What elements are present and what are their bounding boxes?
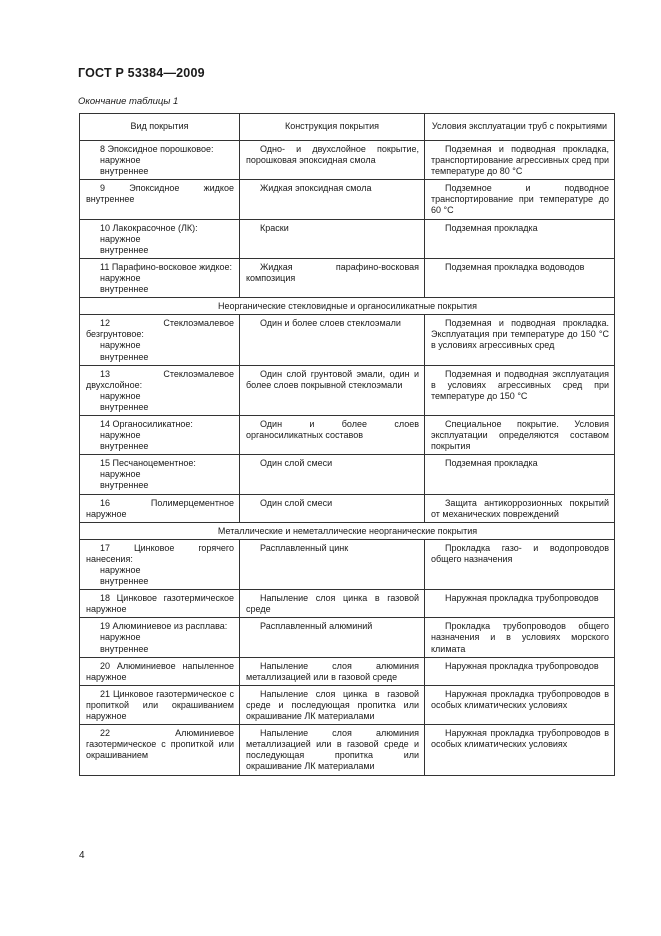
cell-coating-kind [80, 455, 240, 494]
coating-kind-subitem: наружное [100, 632, 141, 643]
coating-kind-label: 13 Стеклоэмалевое двухслойное: [86, 368, 234, 390]
cell-construction: Расплавленный алюминий [240, 618, 425, 657]
cell-conditions: Подземная и подводная прокладка, транспортирование агрессивных сред при температуре до 80 °С [425, 141, 615, 180]
table-row [80, 618, 615, 657]
cell-coating-kind [80, 618, 240, 657]
cell-conditions: Подземное и подводное транспортирование при температуре до 60 °С [425, 180, 615, 219]
table-row [80, 180, 615, 219]
cell-coating-kind [80, 365, 240, 415]
coating-kind-subitem: внутреннее [100, 166, 149, 177]
table-row [80, 494, 615, 522]
cell-conditions: Подземная прокладка водоводов [425, 258, 615, 297]
coating-kind-label: 9 Эпоксидное жидкое внутреннее [86, 183, 234, 205]
table-body [80, 141, 615, 776]
cell-conditions: Подземная прокладка [425, 219, 615, 258]
section-heading: Металлические и неметаллические неорганические покрытия [80, 522, 615, 539]
cell-conditions: Наружная прокладка трубопроводов [425, 657, 615, 685]
column-header-kind: Вид покрытия [80, 114, 240, 141]
coating-kind-subitem: внутреннее [100, 351, 149, 362]
cell-construction: Один слой грунтовой эмали, один и более слоев покрывной стеклоэмали [240, 365, 425, 415]
cell-coating-kind [80, 494, 240, 522]
cell-conditions: Подземная и подводная эксплуатация в условиях агрессивных сред при температуре до 150 °С [425, 365, 615, 415]
cell-conditions: Наружная прокладка трубопроводов [425, 590, 615, 618]
table-row [80, 219, 615, 258]
table-row [80, 365, 615, 415]
cell-coating-kind [80, 258, 240, 297]
coating-kind-subitem: наружное [100, 155, 141, 166]
table-row [80, 415, 615, 454]
cell-construction: Расплавленный цинк [240, 539, 425, 589]
cell-coating-kind [80, 180, 240, 219]
coating-kind-subitem: внутреннее [100, 441, 149, 452]
coating-kind-subitem: наружное [100, 272, 141, 283]
table-row [80, 141, 615, 180]
coating-kind-label: 10 Лакокрасочное (ЛК): [100, 222, 198, 233]
table-row [80, 725, 615, 775]
cell-conditions: Прокладка трубопроводов общего назначения и в условиях морского климата [425, 618, 615, 657]
cell-coating-kind [80, 315, 240, 365]
coating-kind-label: 18 Цинковое газотермическое наружное [86, 593, 234, 615]
cell-coating-kind [80, 657, 240, 685]
section-heading: Неорганические стекловидные и органосиликатные покрытия [80, 298, 615, 315]
coating-kind-subitem: внутреннее [100, 401, 149, 412]
cell-coating-kind [80, 141, 240, 180]
page-number: 4 [79, 850, 85, 861]
table-header-row [80, 114, 615, 141]
coating-kind-subitem: внутреннее [100, 284, 149, 295]
cell-construction: Жидкая парафино-восковая композиция [240, 258, 425, 297]
table-row [80, 258, 615, 297]
cell-conditions: Подземная и подводная прокладка. Эксплуатация при температуре до 150 °С в условиях агрессивных сред [425, 315, 615, 365]
cell-construction: Краски [240, 219, 425, 258]
coating-kind-subitem: внутреннее [100, 480, 149, 491]
coating-kind-subitem: наружное [100, 430, 141, 441]
table-row [80, 539, 615, 589]
coating-kind-subitem: наружное [100, 340, 141, 351]
cell-conditions: Защита антикоррозионных покрытий от механических повреждений [425, 494, 615, 522]
cell-construction: Напыление слоя алюминия металлизацией или в газовой среде [240, 657, 425, 685]
coating-kind-subitem: наружное [100, 390, 141, 401]
coating-kind-subitem: внутреннее [100, 643, 149, 654]
coating-kind-subitem: внутреннее [100, 576, 149, 587]
table-row [80, 455, 615, 494]
cell-conditions: Специальное покрытие. Условия эксплуатации определяются составом покрытия [425, 415, 615, 454]
document-code: ГОСТ Р 53384—2009 [78, 66, 205, 80]
table-row [80, 685, 615, 724]
coating-kind-label: 22 Алюминиевое газотермическое с пропиткой или окрашиванием [86, 728, 234, 761]
coating-kind-label: 12 Стеклоэмалевое безгрунтовое: [86, 318, 234, 340]
cell-coating-kind [80, 685, 240, 724]
table-row [80, 657, 615, 685]
cell-construction: Напыление слоя алюминия металлизацией или в газовой среде и последующая пропитка или окрашивание ЛК материалами [240, 725, 425, 775]
cell-construction: Напыление слоя цинка в газовой среде и последующая пропитка или окрашивание ЛК материалами [240, 685, 425, 724]
coatings-table [79, 113, 615, 776]
table-row [80, 315, 615, 365]
table-row [80, 590, 615, 618]
coating-kind-label: 20 Алюминиевое напыленное наружное [86, 660, 234, 682]
section-row [80, 522, 615, 539]
cell-coating-kind [80, 539, 240, 589]
coating-kind-label: 14 Органосиликатное: [100, 418, 193, 429]
coating-kind-label: 8 Эпоксидное порошковое: [100, 144, 214, 154]
coating-kind-label: 19 Алюминиевое из расплава: [100, 621, 228, 632]
coating-kind-subitem: наружное [100, 565, 141, 575]
coating-kind-subitem: наружное [100, 469, 141, 480]
cell-construction: Напыление слоя цинка в газовой среде [240, 590, 425, 618]
cell-conditions: Прокладка газо- и водопроводов общего назначения [425, 539, 615, 589]
cell-construction: Один и более слоев стеклоэмали [240, 315, 425, 365]
cell-construction: Один и более слоев органосиликатных составов [240, 415, 425, 454]
coating-kind-label: 16 Полимерцементное наружное [86, 497, 234, 519]
cell-conditions: Наружная прокладка трубопроводов в особых климатических условиях [425, 685, 615, 724]
coating-kind-label: 17 Цинковое горячего нанесения: [86, 542, 234, 564]
coating-kind-subitem: внутреннее [100, 244, 149, 255]
cell-conditions: Наружная прокладка трубопроводов в особых климатических условиях [425, 725, 615, 775]
coating-kind-subitem: наружное [100, 233, 141, 244]
section-row [80, 298, 615, 315]
table-caption: Окончание таблицы 1 [78, 96, 179, 107]
cell-coating-kind [80, 415, 240, 454]
cell-coating-kind [80, 219, 240, 258]
cell-construction: Одно- и двухслойное покрытие, порошковая эпоксидная смола [240, 141, 425, 180]
coating-kind-label: 15 Песчаноцементное: [100, 458, 196, 469]
coating-kind-label: 21 Цинковое газотермическое с пропиткой или окрашиванием наружное [86, 688, 234, 722]
cell-coating-kind [80, 590, 240, 618]
cell-coating-kind [80, 725, 240, 775]
coating-kind-label: 11 Парафино-восковое жидкое: [100, 261, 233, 272]
cell-construction: Жидкая эпоксидная смола [240, 180, 425, 219]
cell-construction: Один слой смеси [240, 494, 425, 522]
column-header-conditions: Условия эксплуатации труб с покрытиями [425, 114, 615, 141]
cell-construction: Один слой смеси [240, 455, 425, 494]
cell-conditions: Подземная прокладка [425, 455, 615, 494]
column-header-construction: Конструкция покрытия [240, 114, 425, 141]
